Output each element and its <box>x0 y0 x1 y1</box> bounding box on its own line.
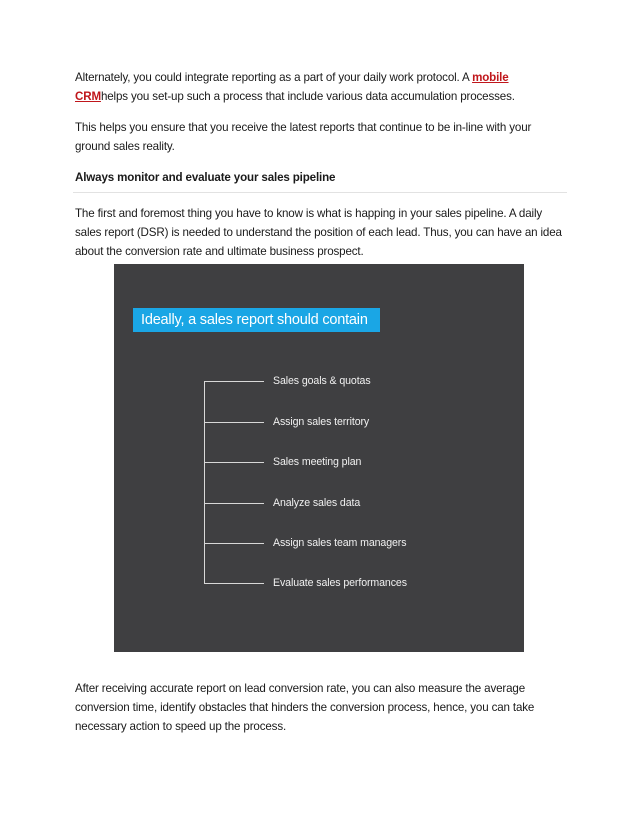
section-heading: Always monitor and evaluate your sales pipeline <box>75 171 336 184</box>
figure-item-label: Assign sales territory <box>273 416 370 428</box>
figure-title-banner: Ideally, a sales report should contain <box>133 308 380 332</box>
figure-item-label: Sales goals & quotas <box>273 375 371 387</box>
figure-branch-line <box>204 462 264 463</box>
figure-branch-line <box>204 543 264 544</box>
paragraph-latest-reports: This helps you ensure that you receive the latest reports that continue to be in-line with your ground sales reality. <box>75 121 532 153</box>
paragraph-reporting-text-start: Alternately, you could integrate reporting as a part of your daily work protocol. A <box>75 71 473 84</box>
figure-branch-line <box>204 503 264 504</box>
document-body <box>75 68 565 261</box>
figure-item-label: Assign sales team managers <box>273 537 407 549</box>
figure-branch-line <box>204 422 264 423</box>
figure-item-label: Evaluate sales performances <box>273 577 407 589</box>
paragraph-sales-pipeline: The first and foremost thing you have to know is what is happing in your sales pipeline. A daily sales report (DSR) is needed to understand the position of each lead. Thus, you can have an idea about the conversion rate and ultimate business prospect. <box>75 207 562 258</box>
figure-branch-line <box>204 381 264 382</box>
paragraph-reporting-text-end: helps you set-up such a process that include various data accumulation processes. <box>100 90 515 103</box>
heading-divider <box>73 192 567 193</box>
figure-tree-trunk <box>204 381 205 583</box>
figure-item-label: Analyze sales data <box>273 497 361 509</box>
figure-item-label: Sales meeting plan <box>273 456 362 468</box>
paragraph-reporting <box>75 68 565 106</box>
mobile-crm-link-part1[interactable]: mobile <box>472 71 509 84</box>
sales-report-figure <box>114 264 524 652</box>
figure-branch-line <box>204 583 264 584</box>
mobile-crm-link-part2[interactable]: CRM <box>75 90 101 103</box>
paragraph-conversion: After receiving accurate report on lead conversion rate, you can also measure the average conversion time, identify obstacles that hinders the conversion process, hence, you can take necessary action to speed up the process. <box>75 682 535 733</box>
